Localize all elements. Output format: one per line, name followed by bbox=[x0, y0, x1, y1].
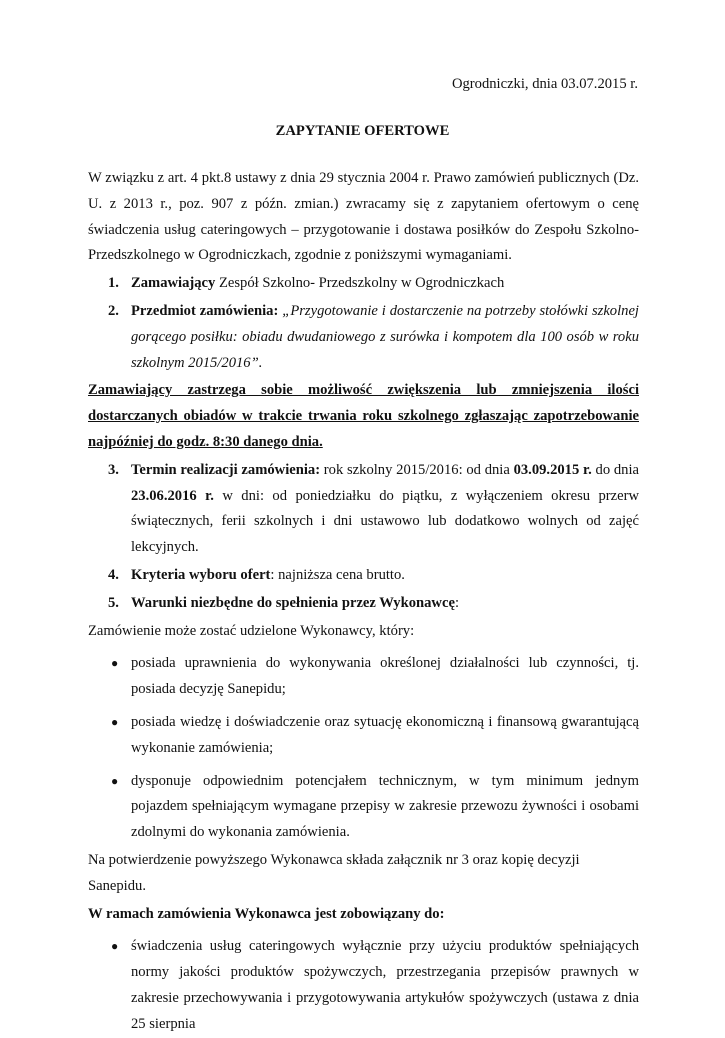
item-label: Zamawiający bbox=[131, 275, 216, 292]
notice-paragraph bbox=[88, 378, 639, 455]
date-from: 03.09.2015 r. bbox=[513, 461, 592, 478]
list-item-4 bbox=[88, 563, 639, 589]
condition-item-3 bbox=[88, 769, 639, 846]
list-number: 4. bbox=[108, 566, 119, 583]
list-number: 3. bbox=[108, 461, 119, 478]
list-item-2 bbox=[88, 299, 639, 376]
list-item-1 bbox=[88, 271, 639, 297]
item-text: do dnia bbox=[591, 461, 639, 478]
item-label: Przedmiot zamówienia: bbox=[131, 302, 279, 319]
item-label: Termin realizacji zamówienia: bbox=[131, 461, 321, 478]
obligation-text: świadczenia usług cateringowych wyłącznie przy użyciu produktów spełniających normy jakości produktów spożywczych, przestrzegania przepisów prawnych w zakresie przechowywania i przygotowywania artykułów spożywczych (ustawa z dnia 25 sierpnia bbox=[131, 938, 639, 1032]
document-body bbox=[88, 166, 639, 1038]
condition-text: dysponuje odpowiednim potencjałem technicznym, w tym minimum jednym pojazdem spełniającym wymagane przepisy w zakresie przewozu żywności i osobami zdolnymi do wykonania zamówienia. bbox=[131, 772, 639, 841]
item-text: rok szkolny 2015/2016: od dnia bbox=[320, 461, 514, 478]
list-item-5 bbox=[88, 591, 639, 617]
condition-item-1 bbox=[88, 651, 639, 703]
item-text: Zespół Szkolno- Przedszkolny w Ogrodniczkach bbox=[215, 275, 505, 292]
list-item-3 bbox=[88, 458, 639, 561]
obligations-heading-text: W ramach zamówienia Wykonawca jest zobowiązany do: bbox=[88, 905, 445, 922]
item-text: : najniższa cena brutto. bbox=[270, 566, 405, 583]
condition-item-2 bbox=[88, 710, 639, 762]
item-label: Kryteria wyboru ofert bbox=[131, 566, 271, 583]
condition-text: posiada uprawnienia do wykonywania określonej działalności lub czynności, tj. posiada decyzję Sanepidu; bbox=[131, 655, 639, 698]
item-text: w dni: od poniedziałku do piątku, z wyłączeniem okresu przerw świątecznych, ferii szkolnych i dni ustawowo lub dodatkowo wolnych od zajęć lekcyjnych. bbox=[131, 487, 639, 556]
bullet-icon: ● bbox=[111, 714, 119, 729]
date-to: 23.06.2016 r. bbox=[131, 487, 214, 504]
obligation-item-1 bbox=[88, 934, 639, 1037]
item-text: „Przygotowanie i dostarczenie na potrzeby stołówki szkolnej gorącego posiłku: obiadu dwudaniowego z surówka i kompotem dla 100 osób w roku szkolnym 2015/2016”. bbox=[131, 302, 639, 371]
notice-text: Zamawiający zastrzega sobie możliwość zwiększenia lub zmniejszenia ilości dostarczanych obiadów w trakcie trwania roku szkolnego zgłaszając zapotrzebowanie najpóźniej do godz. 8:30 danego dnia. bbox=[88, 382, 639, 450]
list-number: 2. bbox=[108, 302, 119, 319]
intro-paragraph: W związku z art. 4 pkt.8 ustawy z dnia 29 stycznia 2004 r. Prawo zamówień publicznych (Dz. U. z 2013 r., poz. 907 z późn. zmian.) zwracamy się z zapytaniem ofertowym o cenę świadczenia usług cateringowych – przygotowanie i dostawa posiłków do Zespołu Szkolno-Przedszkolnego w Ogrodniczkach, zgodnie z poniższymi wymaganiami. bbox=[88, 170, 639, 264]
item-text: : bbox=[454, 594, 459, 611]
document-title: ZAPYTANIE OFERTOWE bbox=[275, 123, 450, 139]
bullet-icon: ● bbox=[111, 939, 119, 954]
place-date: Ogrodniczki, dnia 03.07.2015 r. bbox=[451, 76, 638, 92]
bullet-icon: ● bbox=[111, 656, 119, 671]
confirmation-paragraph: Na potwierdzenie powyższego Wykonawca składa załącznik nr 3 oraz kopię decyzji Sanepidu. bbox=[88, 851, 580, 894]
list-number: 1. bbox=[108, 275, 119, 292]
list-number: 5. bbox=[108, 594, 119, 611]
item-label: Warunki niezbędne do spełnienia przez Wykonawcę bbox=[131, 594, 455, 611]
bullet-icon: ● bbox=[111, 773, 119, 788]
conditions-intro: Zamówienie może zostać udzielone Wykonawcy, który: bbox=[88, 622, 415, 639]
obligations-heading bbox=[88, 902, 639, 928]
condition-text: posiada wiedzę i doświadczenie oraz sytuację ekonomiczną i finansową gwarantującą wykonanie zamówienia; bbox=[131, 713, 639, 756]
